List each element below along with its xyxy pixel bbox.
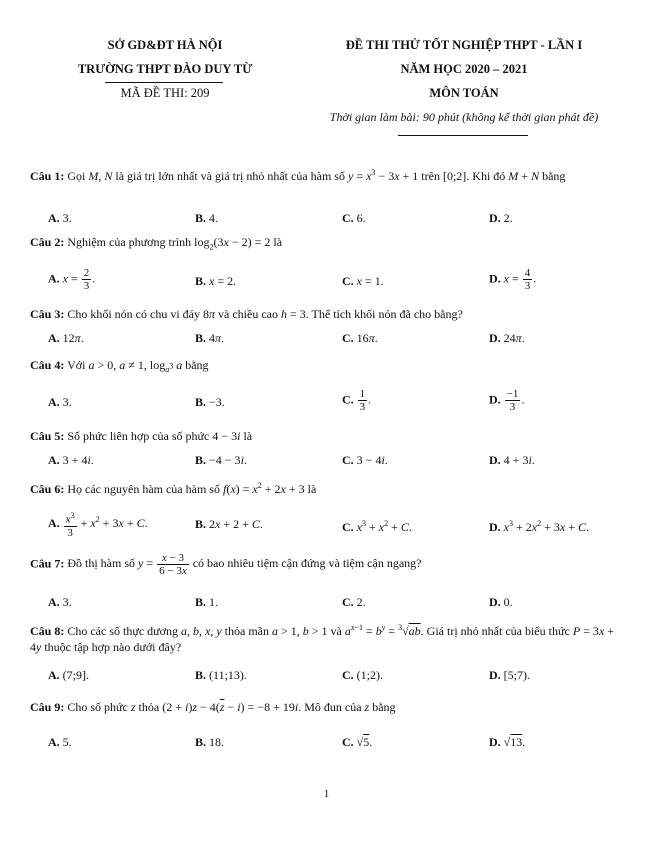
option-b[interactable]: B. −3. — [195, 395, 225, 409]
option-b[interactable]: B. −4 − 3i. — [195, 453, 247, 467]
option-c[interactable]: C. 2. — [342, 595, 366, 609]
question-1 — [30, 165, 626, 184]
header-right — [305, 33, 623, 129]
option-d[interactable]: D. [5;7). — [489, 668, 530, 682]
question-label: Câu 4: — [30, 358, 65, 372]
question-label: Câu 1: — [30, 169, 65, 183]
option-a[interactable]: A. 3 + 4i. — [48, 453, 94, 467]
school-name: TRƯỜNG THPT ĐÀO DUY TỪ — [77, 62, 253, 76]
option-c[interactable]: C. $\frac{1}{3}$ . — [342, 388, 372, 413]
option-a[interactable]: A. 3. — [48, 211, 72, 225]
question-8 — [30, 620, 626, 655]
option-b[interactable]: B. 2x + 2 + C. — [195, 517, 263, 531]
option-b[interactable]: B. x = 2. — [195, 274, 237, 288]
option-c[interactable]: C. x = 1. — [342, 274, 384, 288]
question-label: Câu 7: — [30, 556, 65, 571]
question-label: Câu 5: — [30, 429, 65, 443]
option-d[interactable]: D. 24π. — [489, 331, 525, 345]
question-2 — [30, 234, 626, 255]
option-d[interactable]: D. $x^3 + 2x^2 + 3x + C$. — [489, 519, 590, 534]
question-label: Câu 6: — [30, 482, 65, 496]
option-c[interactable]: C. √5. — [342, 735, 373, 749]
question-label: Câu 2: — [30, 235, 65, 249]
question-text: Họ các nguyên hàm của hàm số $f(x) = x^2 + 2x + 3$ là — [67, 481, 317, 496]
question-5 — [30, 428, 626, 444]
option-a[interactable]: A. 5. — [48, 735, 72, 749]
question-label: Câu 8: — [30, 624, 65, 638]
question-text: Số phức liên hợp của số phức 4 − 3i là — [67, 429, 253, 443]
header-right-underline — [398, 135, 528, 136]
option-b[interactable]: B. 4π. — [195, 331, 225, 345]
option-b[interactable]: B. 18. — [195, 735, 225, 749]
question-text: Cho các số thực dương a, b, x, y thỏa mãn a > 1, b > 1 và $a^{x-1} = b^y = ^3√ab$. Giá trị nhỏ nhất của biểu thức P = 3x + 4y thuộc tập hợp nào dưới đây? — [30, 623, 615, 654]
question-text: Đồ thị hàm số y = $\frac{x - 3}{6 - 3x}$ có bao nhiêu tiệm cận đứng và tiệm cận ngang? — [67, 552, 422, 577]
department-name: SỞ GD&ĐT HÀ NỘI — [107, 38, 223, 52]
question-text: Gọi M, N là giá trị lớn nhất và giá trị nhỏ nhất của hàm số $y = x^3 - 3x + 1$ trên [0;2]. Khi đó M + N bằng — [67, 168, 566, 183]
option-d[interactable]: D. 2. — [489, 211, 513, 225]
option-a[interactable]: A. x = $\frac{2}{3}$ . — [48, 267, 96, 292]
question-7 — [30, 552, 626, 577]
option-d[interactable]: D. √13. — [489, 735, 526, 749]
page-number: 1 — [323, 788, 330, 800]
question-text: Cho khối nón có chu vi đáy 8π và chiều cao h = 3. Thể tích khối nón đã cho bằng? — [67, 307, 463, 321]
exam-code: MÃ ĐỀ THI: 209 — [120, 86, 210, 100]
option-b[interactable]: B. 4. — [195, 211, 219, 225]
option-a[interactable]: A. (7;9]. — [48, 668, 89, 682]
option-d[interactable]: D. x = $\frac{4}{3}$ . — [489, 267, 537, 292]
question-label: Câu 3: — [30, 307, 65, 321]
question-6 — [30, 478, 626, 497]
option-a[interactable]: A. $\frac{x^3}{3}$ + $x^2 + 3x + C$. — [48, 511, 148, 539]
school-year: NĂM HỌC 2020 – 2021 — [400, 62, 528, 76]
option-b[interactable]: B. (11;13). — [195, 668, 247, 682]
option-d[interactable]: D. 0. — [489, 595, 513, 609]
question-4 — [30, 357, 626, 378]
option-c[interactable]: C. 6. — [342, 211, 366, 225]
exam-duration: Thời gian làm bài: 90 phút (không kể thời gian phát đề) — [329, 110, 599, 124]
question-9 — [30, 699, 626, 715]
option-c[interactable]: C. (1;2). — [342, 668, 383, 682]
option-d[interactable]: D. $\frac{-1}{3}$ . — [489, 388, 525, 413]
option-a[interactable]: A. 12π. — [48, 331, 84, 345]
subject-title: MÔN TOÁN — [429, 86, 499, 100]
option-c[interactable]: C. $x^3 + x^2 + C$. — [342, 519, 412, 534]
question-text: Nghiệm của phương trình $\log_2(3x - 2) = 2$ là — [67, 235, 283, 252]
option-c[interactable]: C. 3 − 4i. — [342, 453, 388, 467]
question-text: Với a > 0, a ≠ 1, $\log_{a^3} a$ bằng — [67, 358, 209, 375]
question-label: Câu 9: — [30, 700, 65, 714]
question-3 — [30, 306, 626, 322]
header-left-underline — [105, 82, 223, 83]
option-a[interactable]: A. 3. — [48, 395, 72, 409]
exam-title: ĐỀ THI THỬ TỐT NGHIỆP THPT - LẦN I — [345, 38, 583, 52]
option-a[interactable]: A. 3. — [48, 595, 72, 609]
option-b[interactable]: B. 1. — [195, 595, 219, 609]
header-left — [40, 33, 290, 105]
option-d[interactable]: D. 4 + 3i. — [489, 453, 535, 467]
question-text: Cho số phức z thỏa $(2 + i)z - 4(\overline{z} - i) = -8 + 19i$. Mô đun của z bằng — [67, 700, 396, 714]
option-c[interactable]: C. 16π. — [342, 331, 378, 345]
